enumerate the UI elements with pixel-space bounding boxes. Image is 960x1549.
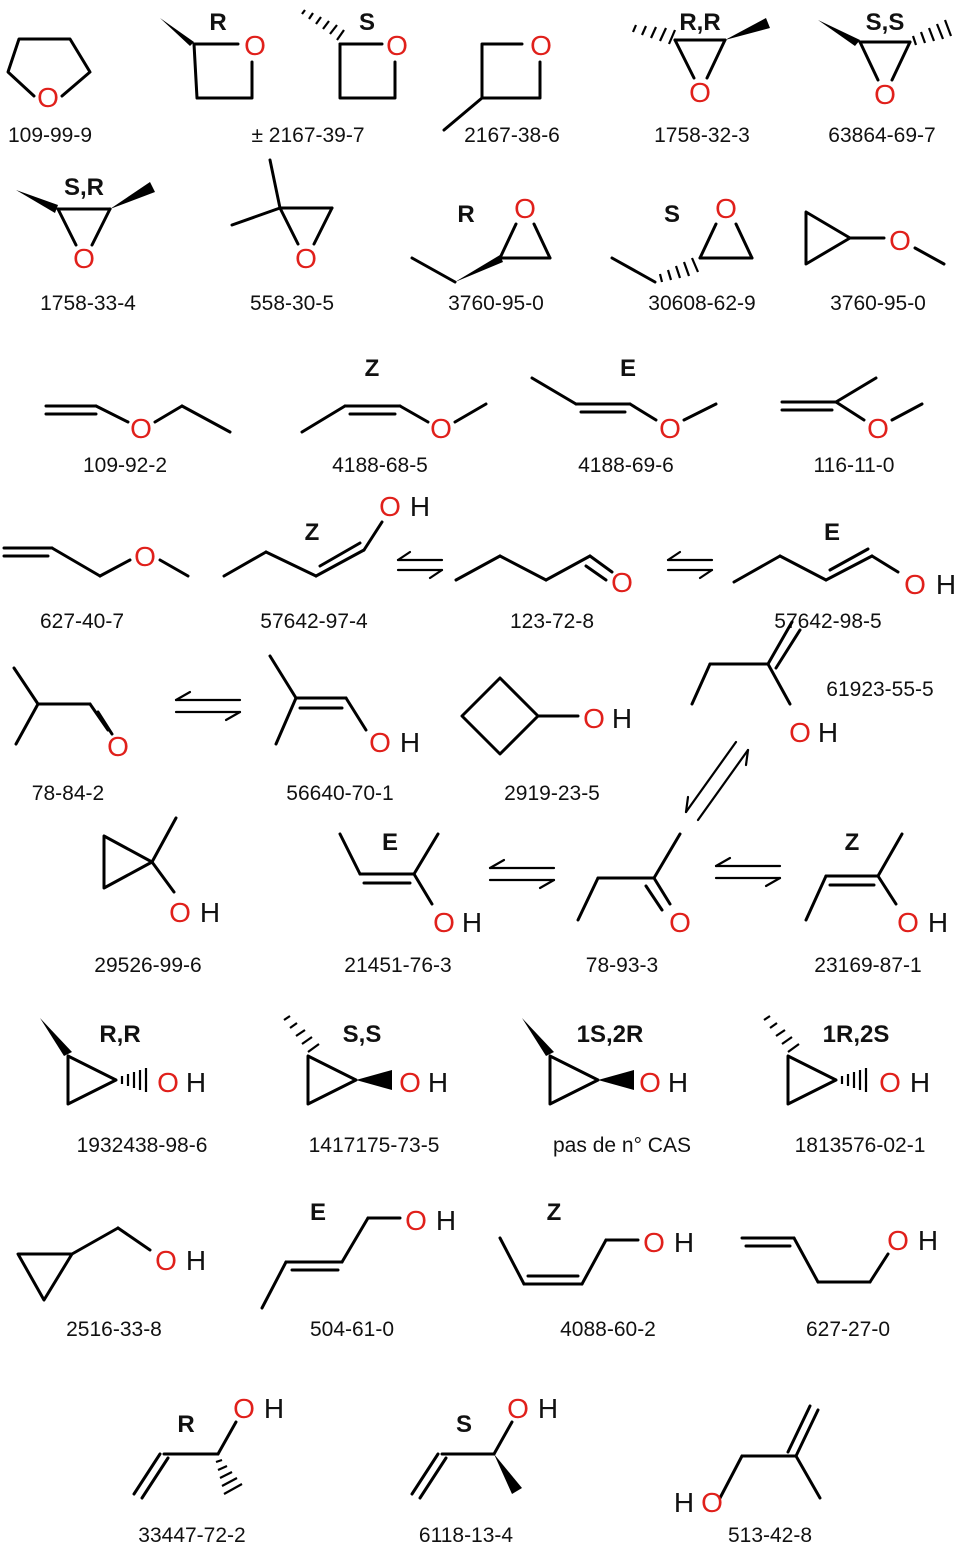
atom-h: H xyxy=(461,907,483,938)
atom-o: O xyxy=(514,193,536,224)
compound-butenol-e xyxy=(734,519,956,633)
cas-number: 504-61-0 xyxy=(309,1318,395,1341)
stereo-label: R xyxy=(457,201,475,228)
atom-h: H xyxy=(917,1225,939,1256)
atom-h: H xyxy=(185,1067,207,1098)
stereo-label: R xyxy=(209,9,227,36)
atom-o: O xyxy=(611,567,633,598)
atom-h: H xyxy=(673,1227,695,1258)
cas-number: 558-30-5 xyxy=(249,292,335,315)
atom-h: H xyxy=(185,1245,207,1276)
cas-number: 1758-32-3 xyxy=(654,124,750,147)
cas-number: 4088-60-2 xyxy=(560,1318,656,1341)
atom-o: O xyxy=(244,30,266,61)
stereo-label: Z xyxy=(546,1199,562,1226)
atom-h: H xyxy=(673,1487,695,1518)
atom-o: O xyxy=(386,30,408,61)
atom-o: O xyxy=(430,413,452,444)
compound-butanal xyxy=(456,556,633,633)
compound-cyclobutanol xyxy=(462,678,632,805)
atom-o: O xyxy=(867,413,889,444)
cas-number: 6118-13-4 xyxy=(418,1524,514,1547)
atom-o: O xyxy=(897,907,919,938)
compound-cyclopropanol-rr xyxy=(40,1018,207,1157)
cas-number: 2516-33-8 xyxy=(66,1318,162,1341)
atom-o: O xyxy=(879,1067,901,1098)
compound-methoxypropene-2 xyxy=(782,378,922,477)
cas-number: 1417175-73-5 xyxy=(308,1134,440,1157)
atom-o: O xyxy=(233,1393,255,1424)
equilibrium-arrow xyxy=(398,552,442,578)
cas-number: 627-27-0 xyxy=(805,1318,891,1341)
atom-h: H xyxy=(409,491,431,522)
compound-cyclopropanol-ss xyxy=(284,1016,448,1157)
compound-butenol-3-2s xyxy=(412,1393,558,1547)
cas-number: 56640-70-1 xyxy=(286,782,394,805)
atom-h: H xyxy=(263,1393,285,1424)
cas-number: 627-40-7 xyxy=(39,610,125,633)
stereo-label: S,S xyxy=(865,9,905,36)
compound-methoxycyclopropane xyxy=(806,212,944,315)
cas-number: 30608-62-9 xyxy=(648,292,756,315)
atom-o: O xyxy=(433,907,455,938)
cas-number: 1932438-98-6 xyxy=(76,1134,208,1157)
atom-o: O xyxy=(155,1245,177,1276)
equilibrium-arrow xyxy=(668,552,712,578)
cas-number: 78-93-3 xyxy=(585,954,659,977)
atom-o: O xyxy=(157,1067,179,1098)
atom-o: O xyxy=(405,1205,427,1236)
stereo-label: E xyxy=(381,829,399,856)
compound-methylcyclopropanol xyxy=(94,818,220,977)
cas-number: 21451-76-3 xyxy=(344,954,452,977)
compound-dimethyloxirane-sr xyxy=(16,174,155,315)
cas-number: 1813576-02-1 xyxy=(794,1134,926,1157)
compound-ethyloxirane-s xyxy=(612,193,756,315)
cas-number: 4188-68-5 xyxy=(332,454,428,477)
compound-ethyl-vinyl-ether xyxy=(46,406,230,477)
stereo-label: S,R xyxy=(63,174,105,201)
atom-o: O xyxy=(669,907,691,938)
atom-h: H xyxy=(909,1067,931,1098)
compound-methoxypropene-z xyxy=(302,355,486,477)
compound-crotyl-alcohol-e xyxy=(262,1199,456,1341)
cas-number: 57642-98-5 xyxy=(774,610,882,633)
compound-butenol-z xyxy=(224,491,430,633)
stereo-label: Z xyxy=(844,829,860,856)
compound-cyclopropanol-1r2s xyxy=(764,1016,930,1157)
cas-number: 3760-95-0 xyxy=(830,292,926,315)
cas-number: 33447-72-2 xyxy=(138,1524,246,1547)
compound-butanone xyxy=(578,834,691,977)
atom-o: O xyxy=(379,491,401,522)
cas-number: 57642-97-4 xyxy=(260,610,368,633)
atom-h: H xyxy=(537,1393,559,1424)
stereo-label: 1R,2S xyxy=(822,1021,890,1048)
compound-methyloxetane-3 xyxy=(444,30,560,147)
equilibrium-arrow xyxy=(716,858,780,886)
atom-o: O xyxy=(659,413,681,444)
atom-o: O xyxy=(689,77,711,108)
atom-o: O xyxy=(73,243,95,274)
compound-dimethyloxirane-gem xyxy=(232,160,334,315)
atom-o: O xyxy=(134,541,156,572)
equilibrium-arrow xyxy=(490,860,554,888)
stereo-label: Z xyxy=(364,355,380,382)
cas-number: 2919-23-5 xyxy=(504,782,600,805)
stereo-label: R,R xyxy=(679,9,721,36)
stereo-label: R xyxy=(177,1411,195,1438)
compound-butenol-2e xyxy=(340,829,482,977)
cas-number: 29526-99-6 xyxy=(94,954,202,977)
equilibrium-arrow xyxy=(176,692,240,720)
cas-number: 116-11-0 xyxy=(813,454,895,477)
atom-o: O xyxy=(715,193,737,224)
atom-o: O xyxy=(701,1487,723,1518)
atom-h: H xyxy=(817,717,839,748)
compound-oxetane-s xyxy=(302,9,408,98)
compound-ethyloxirane-r xyxy=(412,193,550,315)
cas-number: 2167-38-6 xyxy=(464,124,560,147)
compound-cyclopropylmethanol xyxy=(18,1228,206,1341)
compound-cyclopropanol-1s2r xyxy=(522,1018,691,1157)
atom-o: O xyxy=(639,1067,661,1098)
stereo-label: Z xyxy=(304,519,320,546)
compound-butenol-3 xyxy=(742,1225,938,1341)
cas-number: 23169-87-1 xyxy=(814,954,922,977)
atom-h: H xyxy=(199,897,221,928)
compound-allyl-methyl-ether xyxy=(4,541,188,633)
cas-number: ± 2167-39-7 xyxy=(251,124,365,147)
atom-o: O xyxy=(37,82,59,113)
cas-number: 61923-55-5 xyxy=(826,678,934,701)
atom-o: O xyxy=(507,1393,529,1424)
atom-o: O xyxy=(887,1225,909,1256)
cas-number: 109-92-2 xyxy=(82,454,168,477)
stereo-label: E xyxy=(619,355,637,382)
atom-o: O xyxy=(643,1227,665,1258)
atom-h: H xyxy=(667,1067,689,1098)
atom-o: O xyxy=(789,717,811,748)
compound-isobutanal xyxy=(14,668,129,805)
cas-number: 109-99-9 xyxy=(7,124,93,147)
atom-o: O xyxy=(530,30,552,61)
atom-o: O xyxy=(107,731,129,762)
atom-h: H xyxy=(435,1205,457,1236)
atom-o: O xyxy=(874,79,896,110)
compound-dimethyloxirane-ss xyxy=(818,9,951,147)
atom-o: O xyxy=(904,569,926,600)
atom-o: O xyxy=(889,225,911,256)
atom-o: O xyxy=(369,727,391,758)
compound-butenol-2z xyxy=(806,829,948,977)
stereo-label: S xyxy=(455,1411,473,1438)
atom-h: H xyxy=(611,703,633,734)
compound-methoxypropene-e xyxy=(532,355,716,477)
equilibrium-arrow-diagonal xyxy=(686,742,748,820)
atom-h: H xyxy=(935,569,957,600)
atom-o: O xyxy=(399,1067,421,1098)
cas-number: 1758-33-4 xyxy=(40,292,136,315)
atom-o: O xyxy=(295,243,317,274)
compound-butenol-2 xyxy=(692,622,934,748)
compound-thf xyxy=(8,39,92,147)
compound-methylpropenol xyxy=(270,656,420,805)
atom-h: H xyxy=(927,907,949,938)
atom-h: H xyxy=(399,727,421,758)
compound-methallyl-alcohol xyxy=(674,1406,820,1547)
cas-number: 78-84-2 xyxy=(31,782,105,805)
cas-number: pas de n° CAS xyxy=(553,1134,691,1157)
cas-number: 123-72-8 xyxy=(509,610,595,633)
compound-dimethyloxirane-rr xyxy=(633,9,770,147)
cas-number: 3760-95-0 xyxy=(448,292,544,315)
atom-h: H xyxy=(427,1067,449,1098)
cas-number: 4188-69-6 xyxy=(578,454,674,477)
stereo-label: 1S,2R xyxy=(576,1021,644,1048)
compound-butenol-3-2r xyxy=(134,1393,284,1547)
stereo-label: S,S xyxy=(342,1021,382,1048)
stereo-label: R,R xyxy=(99,1021,141,1048)
cas-number: 63864-69-7 xyxy=(828,124,936,147)
stereo-label: E xyxy=(309,1199,327,1226)
stereo-label: E xyxy=(823,519,841,546)
stereo-label: S xyxy=(358,9,376,36)
stereo-label: S xyxy=(663,201,681,228)
compound-crotyl-alcohol-z xyxy=(500,1199,694,1341)
atom-o: O xyxy=(583,703,605,734)
cas-number: 513-42-8 xyxy=(727,1524,813,1547)
atom-o: O xyxy=(130,413,152,444)
atom-o: O xyxy=(169,897,191,928)
